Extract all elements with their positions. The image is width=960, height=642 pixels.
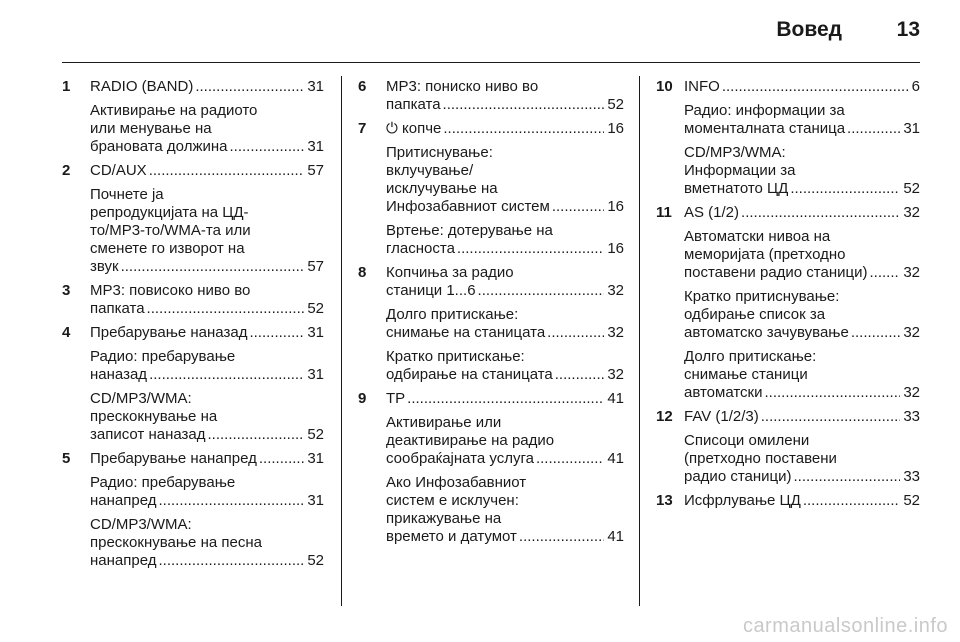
entry-body: [90, 78, 324, 156]
entry-line: Радио: пребарување: [90, 474, 236, 491]
entry-paragraph: [90, 78, 324, 96]
toc-page-ref: 16: [607, 120, 624, 137]
toc-text: времето и датумот: [386, 528, 517, 545]
page-header: [62, 14, 920, 52]
toc-line: [684, 408, 920, 426]
toc-leader-dots: [121, 258, 305, 276]
toc-page-ref: 52: [307, 552, 324, 569]
toc-page-ref: 31: [307, 450, 324, 467]
entry-line: Ако Инфозабавниот: [386, 474, 527, 491]
toc-text: Инфозабавниот систем: [386, 198, 550, 215]
toc-leader-dots: [552, 198, 605, 216]
toc-line: [90, 426, 324, 444]
page-number: 13: [896, 18, 920, 41]
entry-body: [90, 324, 324, 444]
toc-line: [386, 198, 624, 216]
toc-text: Пребарување наназад: [90, 324, 248, 341]
entry-line: меморијата (претходно: [684, 246, 846, 263]
toc-line: [386, 282, 624, 300]
toc-line: [386, 240, 624, 258]
header-divider: [62, 62, 920, 63]
toc-line: [386, 450, 624, 468]
entry-line: MP3: повисоко ниво во: [90, 282, 251, 299]
entry-number: 5: [62, 450, 71, 467]
entry-paragraph: [90, 348, 324, 384]
entry-body: [90, 162, 324, 276]
toc-page-ref: 6: [911, 78, 920, 95]
entry-paragraph: [90, 390, 324, 444]
toc-page-ref: 32: [607, 324, 624, 341]
entry-line: CD/MP3/WMA:: [90, 390, 192, 407]
entry-line: Активирање или: [386, 414, 502, 431]
entry-paragraph: [386, 144, 624, 216]
toc-text: Пребарување нанапред: [90, 450, 257, 467]
entry-paragraph: [90, 102, 324, 156]
toc-entry: [656, 204, 920, 402]
toc-leader-dots: [851, 324, 901, 342]
toc-text: гласноста: [386, 240, 455, 257]
toc-page-ref: 31: [307, 492, 324, 509]
column-right: [656, 78, 920, 516]
toc-text: записот наназад: [90, 426, 206, 443]
toc-line: [90, 492, 324, 510]
entry-line: Копчиња за радио: [386, 264, 514, 281]
entry-body: [90, 450, 324, 570]
entry-number: 12: [656, 408, 673, 425]
toc-line: [386, 390, 624, 408]
toc-page-ref: 32: [607, 282, 624, 299]
entry-line: то/MP3-то/WMA-та или: [90, 222, 251, 239]
toc-page-ref: 41: [607, 450, 624, 467]
entry-line: одбирање список за: [684, 306, 826, 323]
entry-paragraph: [684, 204, 920, 222]
toc-leader-dots: [443, 96, 605, 114]
toc-leader-dots: [249, 324, 304, 342]
entry-line: (претходно поставени: [684, 450, 837, 467]
toc-line: [684, 384, 920, 402]
entry-body: [684, 78, 920, 198]
entry-line: Долго притискање:: [386, 306, 519, 323]
toc-leader-dots: [195, 78, 304, 96]
entry-line: или менување на: [90, 120, 212, 137]
entry-number: 4: [62, 324, 71, 341]
toc-line: [90, 78, 324, 96]
toc-line: [684, 120, 920, 138]
watermark: carmanualsonline.info: [742, 615, 948, 637]
toc-page-ref: 41: [607, 390, 624, 407]
entry-number: 2: [62, 162, 71, 179]
entry-line: исклучување на: [386, 180, 498, 197]
toc-page-ref: 32: [903, 204, 920, 221]
entry-paragraph: [684, 288, 920, 342]
toc-page-ref: 57: [307, 258, 324, 275]
toc-line: [684, 204, 920, 222]
toc-text: нанапред: [90, 552, 157, 569]
toc-line: [386, 96, 624, 114]
entry-paragraph: [386, 414, 624, 468]
entry-line: Радио: информации за: [684, 102, 845, 119]
toc-line: [90, 366, 324, 384]
toc-text: RADIO (BAND): [90, 78, 194, 95]
toc-text: INFO: [684, 78, 720, 95]
entry-paragraph: [90, 516, 324, 570]
toc-leader-dots: [741, 204, 900, 222]
toc-line: [90, 138, 324, 156]
entry-paragraph: [386, 78, 624, 114]
entry-number: 13: [656, 492, 673, 509]
toc-leader-dots: [803, 492, 901, 510]
toc-page-ref: 31: [307, 138, 324, 155]
toc-entry: [656, 78, 920, 198]
entry-body: [386, 120, 624, 258]
entry-line: Автоматски нивоа на: [684, 228, 831, 245]
entry-line: Притиснување:: [386, 144, 493, 161]
toc-leader-dots: [149, 162, 305, 180]
toc-page-ref: 52: [307, 426, 324, 443]
toc-text: поставени радио станици): [684, 264, 868, 281]
toc-line: [684, 324, 920, 342]
toc-leader-dots: [259, 450, 304, 468]
entry-body: [386, 78, 624, 114]
entry-line: вклучување/: [386, 162, 474, 179]
toc-line: [684, 180, 920, 198]
toc-page-ref: 16: [607, 198, 624, 215]
toc-leader-dots: [519, 528, 604, 546]
toc-page-ref: 52: [903, 180, 920, 197]
toc-page-ref: 33: [903, 468, 920, 485]
toc-page-ref: 31: [307, 324, 324, 341]
toc-line: [90, 552, 324, 570]
entry-line: CD/MP3/WMA:: [684, 144, 786, 161]
entry-paragraph: [684, 492, 920, 510]
toc-entry: [62, 450, 324, 570]
entry-paragraph: [386, 348, 624, 384]
toc-leader-dots: [536, 450, 604, 468]
toc-page-ref: 32: [903, 324, 920, 341]
toc-leader-dots: [555, 366, 605, 384]
toc-text: звук: [90, 258, 119, 275]
entry-line: Кратко притискање:: [386, 348, 525, 365]
toc-line: [684, 468, 920, 486]
entry-line: Активирање на радиото: [90, 102, 258, 119]
toc-text: папката: [386, 96, 441, 113]
entry-line: прескокнување на: [90, 408, 218, 425]
toc-line: [386, 528, 624, 546]
entry-number: 8: [358, 264, 367, 281]
toc-entry: [62, 282, 324, 318]
entry-line: Долго притискање:: [684, 348, 817, 365]
toc-text: радио станици): [684, 468, 792, 485]
toc-entry: [358, 78, 624, 114]
toc-text: вметнатото ЦД: [684, 180, 789, 197]
toc-text: CD/AUX: [90, 162, 147, 179]
toc-text: сообраќајната услуга: [386, 450, 534, 467]
toc-text: Исфрлување ЦД: [684, 492, 801, 509]
toc-text: TP: [386, 390, 406, 407]
entry-line: прескокнување на песна: [90, 534, 262, 551]
entry-number: 1: [62, 78, 71, 95]
entry-paragraph: [90, 474, 324, 510]
entry-line: сменете го изворот на: [90, 240, 245, 257]
toc-line: [684, 264, 920, 282]
toc-entry: [62, 324, 324, 444]
toc-page-ref: 52: [903, 492, 920, 509]
toc-page-ref: 31: [307, 78, 324, 95]
entry-paragraph: [684, 348, 920, 402]
entry-paragraph: [386, 390, 624, 408]
toc-text: ⏻ копче: [386, 120, 442, 137]
entry-paragraph: [684, 78, 920, 96]
entry-body: [386, 264, 624, 384]
toc-page-ref: 41: [607, 528, 624, 545]
entry-paragraph: [684, 432, 920, 486]
entry-line: репродукцијата на ЦД-: [90, 204, 249, 221]
toc-page-ref: 52: [307, 300, 324, 317]
toc-leader-dots: [761, 408, 901, 426]
toc-line: [386, 120, 624, 138]
toc-text: моменталната станица: [684, 120, 846, 137]
toc-text: наназад: [90, 366, 148, 383]
entry-number: 9: [358, 390, 367, 407]
toc-leader-dots: [158, 552, 304, 570]
entry-body: [386, 390, 624, 546]
entry-line: прикажување на: [386, 510, 502, 527]
toc-leader-dots: [208, 426, 305, 444]
entry-number: 6: [358, 78, 367, 95]
entry-line: систем е исклучен:: [386, 492, 519, 509]
toc-leader-dots: [149, 366, 304, 384]
toc-leader-dots: [765, 384, 901, 402]
entry-body: [684, 492, 920, 510]
entry-paragraph: [684, 228, 920, 282]
toc-text: папката: [90, 300, 145, 317]
toc-leader-dots: [147, 300, 305, 318]
entry-line: Информации за: [684, 162, 796, 179]
toc-text: автоматско зачувување: [684, 324, 849, 341]
entry-line: Радио: пребарување: [90, 348, 236, 365]
toc-leader-dots: [158, 492, 304, 510]
entry-paragraph: [684, 144, 920, 198]
entry-paragraph: [90, 186, 324, 276]
toc-page-ref: 32: [607, 366, 624, 383]
entry-body: [684, 408, 920, 486]
toc-text: FAV (1/2/3): [684, 408, 759, 425]
entry-line: Списоци омилени: [684, 432, 810, 449]
entry-paragraph: [386, 474, 624, 546]
toc-leader-dots: [547, 324, 604, 342]
entry-line: снимање станици: [684, 366, 808, 383]
toc-leader-dots: [478, 282, 605, 300]
toc-line: [90, 324, 324, 342]
toc-line: [90, 300, 324, 318]
toc-line: [386, 324, 624, 342]
toc-line: [684, 492, 920, 510]
toc-leader-dots: [794, 468, 901, 486]
entry-paragraph: [90, 450, 324, 468]
toc-leader-dots: [407, 390, 604, 408]
toc-line: [90, 450, 324, 468]
entry-paragraph: [386, 264, 624, 300]
toc-leader-dots: [443, 120, 604, 138]
toc-page-ref: 32: [903, 264, 920, 281]
entry-body: [90, 282, 324, 318]
entry-paragraph: [684, 408, 920, 426]
toc-line: [90, 258, 324, 276]
toc-text: автоматски: [684, 384, 763, 401]
column-divider-2: [639, 76, 640, 606]
toc-text: AS (1/2): [684, 204, 740, 221]
toc-leader-dots: [457, 240, 604, 258]
entry-body: [684, 204, 920, 402]
toc-entry: [656, 492, 920, 510]
entry-number: 10: [656, 78, 673, 95]
entry-number: 11: [656, 204, 672, 221]
toc-entry: [358, 264, 624, 384]
toc-page-ref: 33: [903, 408, 920, 425]
toc-line: [90, 162, 324, 180]
column-divider-1: [341, 76, 342, 606]
toc-text: снимање на станицата: [386, 324, 546, 341]
entry-paragraph: [386, 306, 624, 342]
entry-line: MP3: пониско ниво во: [386, 78, 539, 95]
toc-line: [386, 366, 624, 384]
toc-leader-dots: [869, 264, 900, 282]
toc-leader-dots: [229, 138, 304, 156]
toc-page-ref: 16: [607, 240, 624, 257]
entry-line: Вртење: дотерување на: [386, 222, 553, 239]
toc-entry: [62, 78, 324, 156]
entry-line: CD/MP3/WMA:: [90, 516, 192, 533]
toc-page-ref: 57: [307, 162, 324, 179]
toc-leader-dots: [847, 120, 900, 138]
toc-entry: [358, 120, 624, 258]
toc-page-ref: 31: [307, 366, 324, 383]
entry-paragraph: [684, 102, 920, 138]
entry-line: деактивирање на радио: [386, 432, 555, 449]
entry-paragraph: [90, 162, 324, 180]
toc-leader-dots: [722, 78, 909, 96]
entry-paragraph: [386, 222, 624, 258]
entry-line: Кратко притиснување:: [684, 288, 840, 305]
toc-text: одбирање на станицата: [386, 366, 553, 383]
entry-paragraph: [90, 282, 324, 318]
column-middle: [358, 78, 624, 552]
toc-page-ref: 31: [903, 120, 920, 137]
toc-page-ref: 52: [607, 96, 624, 113]
column-left: [62, 78, 324, 576]
page-title: Вовед: [776, 18, 842, 41]
toc-text: брановата должина: [90, 138, 228, 155]
toc-entry: [62, 162, 324, 276]
toc-page-ref: 32: [903, 384, 920, 401]
toc-text: нанапред: [90, 492, 157, 509]
toc-text: станици 1...6: [386, 282, 476, 299]
entry-paragraph: [386, 120, 624, 138]
toc-leader-dots: [790, 180, 900, 198]
entry-line: Почнете ја: [90, 186, 164, 203]
entry-number: 7: [358, 120, 367, 137]
entry-number: 3: [62, 282, 71, 299]
toc-line: [684, 78, 920, 96]
toc-entry: [656, 408, 920, 486]
toc-entry: [358, 390, 624, 546]
entry-paragraph: [90, 324, 324, 342]
